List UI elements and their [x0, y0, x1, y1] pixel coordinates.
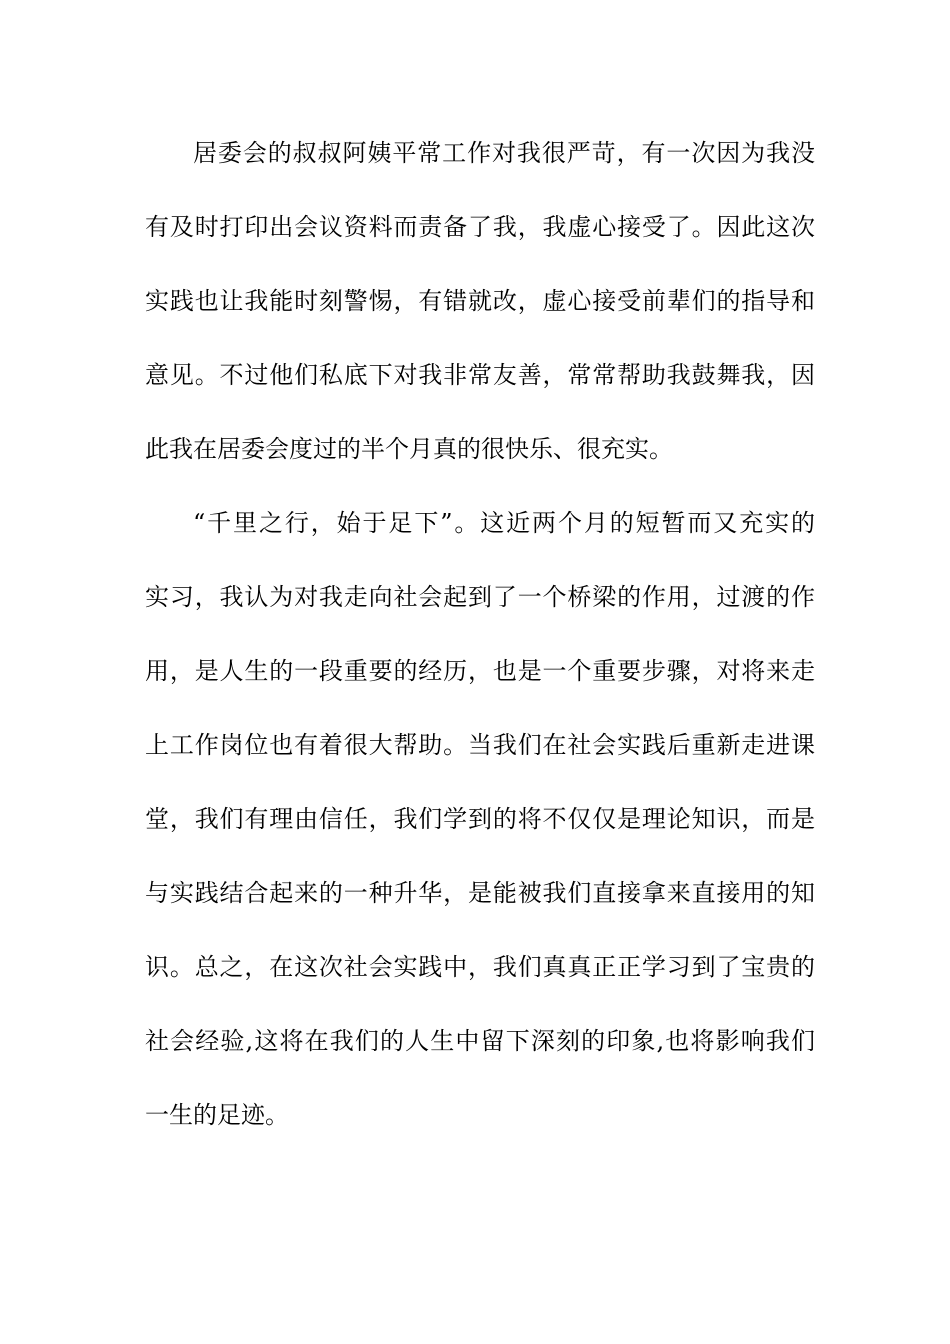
paragraph-line: 意见。不过他们私底下对我非常友善，常常帮助我鼓舞我，因	[145, 361, 815, 389]
paragraph-line: 用，是人生的一段重要的经历，也是一个重要步骤，对将来走	[145, 657, 815, 685]
paragraph-line: “千里之行，始于足下”。这近两个月的短暂而又充实的	[193, 509, 815, 537]
document-body	[145, 128, 815, 1164]
paragraph-line: 社会经验,这将在我们的人生中留下深刻的印象,也将影响我们	[145, 1027, 815, 1055]
paragraph-1	[145, 128, 815, 498]
paragraph-line: 识。总之，在这次社会实践中，我们真真正正学习到了宝贵的	[145, 953, 815, 981]
paragraph-line: 一生的足迹。	[145, 1101, 289, 1129]
paragraph-line: 堂，我们有理由信任，我们学到的将不仅仅是理论知识，而是	[145, 805, 815, 833]
paragraph-line: 居委会的叔叔阿姨平常工作对我很严苛，有一次因为我没	[193, 139, 815, 167]
paragraph-line: 上工作岗位也有着很大帮助。当我们在社会实践后重新走进课	[145, 731, 815, 759]
paragraph-line: 实践也让我能时刻警惕，有错就改，虚心接受前辈们的指导和	[145, 287, 815, 315]
paragraph-line: 有及时打印出会议资料而责备了我，我虚心接受了。因此这次	[145, 213, 815, 241]
paragraph-line: 与实践结合起来的一种升华，是能被我们直接拿来直接用的知	[145, 879, 815, 907]
paragraph-line: 实习，我认为对我走向社会起到了一个桥梁的作用，过渡的作	[145, 583, 815, 611]
paragraph-2	[145, 498, 815, 1164]
paragraph-line: 此我在居委会度过的半个月真的很快乐、很充实。	[145, 435, 673, 463]
